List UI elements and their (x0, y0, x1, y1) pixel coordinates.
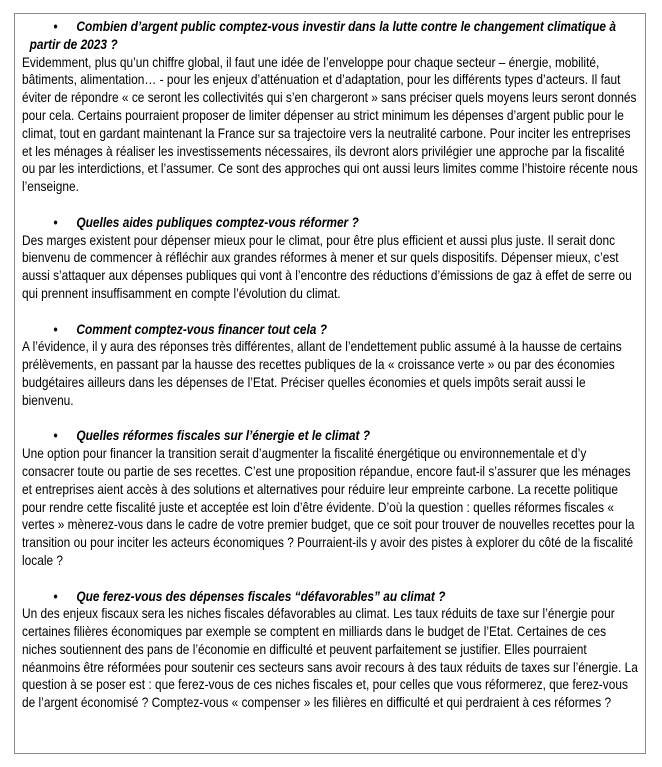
answer-paragraph: Une option pour financer la transition serait d’augmenter la fiscalité énergétique ou environnementale et d’y consacrer toute ou partie de ses recettes. C’est une proposition répandue, encore faut-il s’assurer que les ménages et entreprises aient accès à des solutions et alternatives pour réduire leur empreinte carbone. La recette politique pour rendre cette fiscalité juste et acceptée est loin d’être évidente. D’où la question : quelles réformes fiscales « vertes » mènerez-vous dans le cadre de votre premier budget, que ce soit pour trouver de nouvelles recettes pour la transition ou pour inciter les acteurs économiques ? Pourraient-ils y avoir des pistes à explorer du côté de la fiscalité locale ? (22, 445, 635, 568)
bullet-icon: • (53, 427, 58, 444)
qa-section (22, 588, 640, 713)
answer-paragraph: Evidemment, plus qu’un chiffre global, il faut une idée de l’enveloppe pour chaque secteur – énergie, mobilité, bâtiments, alimentation… - pour les enjeux d’atténuation et d’adaptation, pour les différents types d’acteurs. Il faut éviter de répondre « ce seront les collectivités qui s’en chargeront » sans préciser quels moyens leurs seront donnés pour cela. Certains pourraient proposer de limiter dépenser au strict minimum les dépenses d’argent public pour le climat, tout en gardant maintenant la France sur sa trajectoire vers la neutralité carbone. Pour inciter les entreprises et les ménages à réaliser les investissements nécessaires, ils devront alors privilégier une approche par la fiscalité ou par les interdictions, et l’assumer. Ce sont des approches qui ont aussi leurs limites comme l’histoire récente nous l’enseigne. (22, 53, 638, 195)
answer-paragraph: Un des enjeux fiscaux sera les niches fiscales défavorables au climat. Les taux réduits de taxe sur l’énergie pour certaines filières économiques par exemple se comptent en milliards dans le budget de l’Etat. Certaines de ces niches soutiennent des pans de l’économie en difficulté et peuvent parfaitement se justifier. Elles pourraient néanmoins être réformées pour soutenir ces secteurs sans avoir recours à des taux réduits de taxes sur l’énergie. La question à se poser est : que ferez-vous de ces niches fiscales et, pour celles que vous réformerez, que ferez-vous de l’argent économisé ? Comptez-vous « compenser » les filières en difficulté et qui perdraient à ces réformes ? (22, 605, 638, 711)
question-text: Quelles aides publiques comptez-vous réformer ? (76, 213, 359, 230)
bullet-icon: • (53, 320, 58, 337)
bordered-text-box (14, 13, 646, 754)
answer-paragraph: Des marges existent pour dépenser mieux pour le climat, pour être plus efficient et aussi plus juste. Il serait donc bienvenu de commencer à réfléchir aux grandes réformes à mener et sur quels dispositifs. Dépenser mieux, c’est aussi s’attaquer aux dépenses publiques qui vont à l’encontre des réductions d’émissions de gaz à effet de serre ou qui prennent insuffisamment en compte l’évolution du climat. (22, 231, 632, 301)
qa-section (22, 18, 640, 196)
answer-paragraph: A l’évidence, il y aura des réponses très différentes, allant de l’endettement public assumé à la hausse de certains prélèvements, en passant par la hausse des recettes publiques de la « croissance verte » ou par des économies budgétaires ailleurs dans les dépenses de l’Etat. Préciser quelles économies et quels impôts serait aussi le bienvenu. (22, 338, 622, 408)
qa-section (22, 214, 640, 303)
question-bullet-item (30, 427, 640, 445)
qa-section (22, 321, 640, 410)
qa-section (22, 427, 640, 569)
bullet-icon: • (53, 213, 58, 230)
question-text: Combien d’argent public comptez-vous investir dans la lutte contre le changement climatique à partir de 2023 ? (29, 18, 616, 52)
question-bullet-item (30, 214, 640, 232)
question-bullet-item (30, 321, 640, 339)
bullet-icon: • (53, 18, 58, 34)
bullet-icon: • (53, 587, 58, 604)
question-text: Quelles réformes fiscales sur l’énergie et le climat ? (76, 427, 371, 444)
question-text: Comment comptez-vous financer tout cela ? (76, 320, 328, 337)
text-content (22, 18, 640, 712)
question-text: Que ferez-vous des dépenses fiscales “défavorables” au climat ? (76, 587, 446, 604)
question-bullet-item (30, 588, 640, 606)
question-bullet-item (30, 18, 640, 54)
